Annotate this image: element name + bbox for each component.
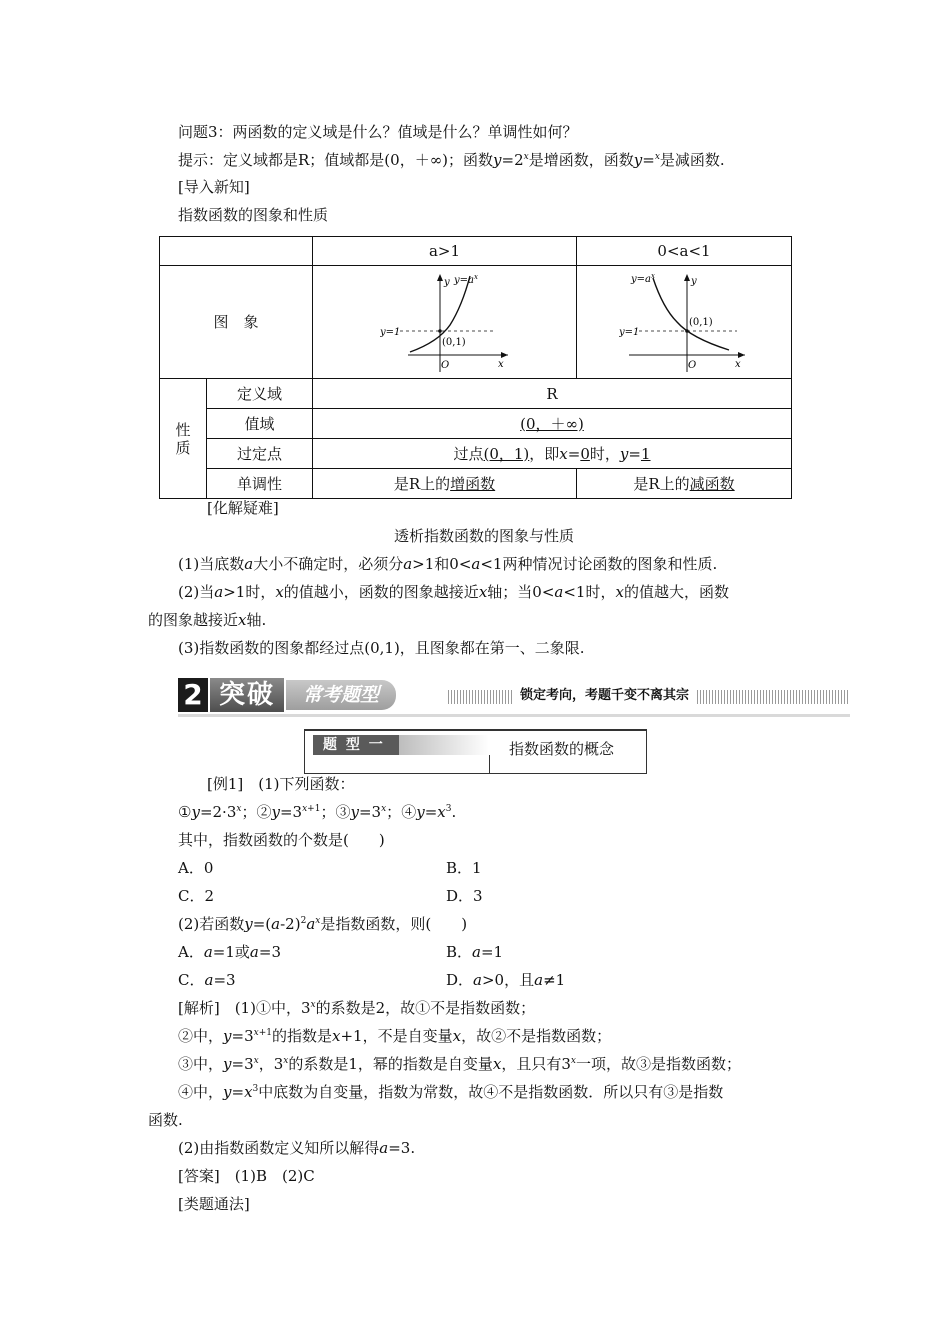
q2b-end: =1 <box>480 943 504 961</box>
x-axis-label: x <box>497 358 504 370</box>
fixed-pre: 过点 <box>453 444 484 463</box>
q2a-end: =3 <box>258 943 281 961</box>
banner-slogan: 锁定考向，考题千变不离其宗 <box>514 684 695 708</box>
point-0-1 <box>438 329 442 333</box>
property-row-label <box>160 379 207 499</box>
func-d: ④ <box>401 803 417 821</box>
table-subtitle: 指数函数的图象和性质 <box>178 206 329 224</box>
solution-l3: ③中，$y=3^x$，3$^x$的系数是1，幂的指数是自变量x，且只有3$^x$一项，故③是指数函数； <box>178 1055 741 1073</box>
mono-dec: 减函数 <box>689 474 735 493</box>
curve-label-exp: x <box>651 271 655 280</box>
hint-part: 是减函数. <box>659 151 725 169</box>
p1-b: 大小不确定时，必须分 <box>253 555 404 573</box>
question-type-tag: 题 型 一 <box>313 735 409 755</box>
sol-l2-b: 的指数是 <box>271 1027 332 1045</box>
x-arrow <box>738 352 745 358</box>
example-head: [例1] (1)下列函数： <box>207 775 355 793</box>
example-q2: (2)若函数$y=(a-2)^2a^x$是指数函数，则( ) <box>178 915 468 933</box>
prop-label-1: 性 <box>175 420 191 439</box>
origin-label: O <box>688 359 697 371</box>
graph-row-label: 图 象 <box>160 266 313 379</box>
hint-part: 提示：定义域都是R；值域都是(0，＋∞)；函数 <box>178 151 494 169</box>
func-a: ① <box>178 803 192 821</box>
question-3: 问题3：两函数的定义域是什么？值域是什么？单调性如何？ <box>178 123 578 141</box>
analysis-p2-cont: 的图象越接近x轴. <box>148 611 267 629</box>
sol-l4-b: 中底数为自变量，指数为常数，故④不是指数函数．所以只有③是指数 <box>258 1083 724 1101</box>
graph-decreasing-cell <box>577 266 792 379</box>
p2-c: 的值越小，函数的图象越接近 <box>283 583 479 601</box>
fixed-mid2: 时， <box>589 444 620 463</box>
sol-l4-a: ④中， <box>178 1083 224 1101</box>
hint-line: 提示：定义域都是R；值域都是(0，＋∞)；函数$y=2^x$是增函数，函数y=$^x$是减函数. <box>178 151 725 169</box>
fixed-point-value: 过点(0，1)，即x=0时，y=1 <box>313 439 792 469</box>
header-a-lt-1: 0<a<1 <box>577 237 792 266</box>
monotonicity-increasing <box>313 469 577 499</box>
q2c-pre: C． <box>178 971 205 989</box>
sol-l3-c: 的系数是1，幂的指数是自变量 <box>288 1055 493 1073</box>
q2-option-d: D．a>0，且a≠1 <box>446 971 566 989</box>
y-axis-label: y <box>443 276 450 288</box>
sol-l5-b: =3. <box>388 1139 416 1157</box>
fixed-point-label: 过定点 <box>207 439 313 469</box>
p2-line2-end: 轴. <box>246 611 267 629</box>
option-a: A．0 <box>178 859 214 877</box>
point-0-1 <box>685 329 689 333</box>
mono-pre: 是R上的 <box>393 474 451 493</box>
curve-label-base: y=a <box>453 274 474 286</box>
q2-option-c: C．a=3 <box>178 971 236 989</box>
exponential-property-table <box>159 236 792 499</box>
sol-l2-d: ，故②不是指数函数； <box>461 1027 612 1045</box>
fixed-point: (0，1) <box>483 444 530 463</box>
graph-increasing-cell <box>313 266 577 379</box>
q2d-end: ≠1 <box>543 971 566 989</box>
curve-label-base: y=a <box>631 273 651 285</box>
answer-line: [答案] (1)B (2)C <box>178 1167 315 1185</box>
section-banner <box>178 670 850 720</box>
domain-value: R <box>313 379 792 409</box>
q2c-end: =3 <box>213 971 236 989</box>
q2-post: 是指数函数，则( ) <box>320 915 468 933</box>
y-arrow <box>437 274 443 281</box>
example-ask: 其中，指数函数的个数是( ) <box>178 831 385 849</box>
q2-option-b: B．a=1 <box>446 943 504 961</box>
header-a-gt-1: a>1 <box>313 237 577 266</box>
option-d: D．3 <box>446 887 483 905</box>
analysis-p3: (3)指数函数的图象都经过点(0,1)，且图象都在第一、二象限. <box>178 639 585 657</box>
p1-c: >1和0< <box>412 555 472 573</box>
question-type-title: 指数函数的概念 <box>509 740 615 758</box>
fixed-mid: ，即 <box>529 444 560 463</box>
y-arrow <box>684 274 690 281</box>
sol-l2-a: ②中， <box>178 1027 224 1045</box>
sol-l3-d: ，且只有3 <box>501 1055 571 1073</box>
option-b: B．1 <box>446 859 482 877</box>
sol-l5-a: (2)由指数函数定义知所以解得 <box>178 1139 380 1157</box>
solution-l4: ④中，$y=x^3$中底数为自变量，指数为常数，故④不是指数函数．所以只有③是指数 <box>178 1083 724 1101</box>
banner-subtitle: 常考题型 <box>286 680 396 710</box>
y-equals-1-label: y=1 <box>379 326 400 338</box>
x-arrow <box>501 352 508 358</box>
solution-l5: (2)由指数函数定义知所以解得a=3. <box>178 1139 416 1157</box>
q2b-pre: B． <box>446 943 473 961</box>
func-b: ② <box>256 803 272 821</box>
p2-f: 的值越大，函数 <box>623 583 729 601</box>
sol-l2-c: +1，不是自变量 <box>340 1027 453 1045</box>
solution-l1: [解析] (1)①中，3$^x$的系数是2，故①不是指数函数； <box>178 999 536 1017</box>
banner-title: 突破 <box>210 678 284 712</box>
mono-inc: 增函数 <box>450 474 496 493</box>
origin-label: O <box>440 359 449 371</box>
fixed-y1: 1 <box>640 444 651 463</box>
curve-label <box>453 273 478 286</box>
graph-increasing <box>380 270 510 375</box>
y-axis-label: y <box>691 275 697 287</box>
question-type-box <box>304 729 647 774</box>
solution-l4-cont: 函数. <box>148 1111 183 1129</box>
banner-baseline <box>178 714 850 717</box>
analysis-p2: (2)当a>1时，x的值越小，函数的图象越接近x轴；当0<a<1时，x的值越大，函数 <box>178 583 729 601</box>
p2-line2: 的图象越接近 <box>148 611 239 629</box>
func-c: ③ <box>335 803 351 821</box>
sol-l3-b: 3 <box>273 1055 284 1073</box>
q2a-pre: A． <box>178 943 204 961</box>
hint-part: 是增函数，函数 <box>528 151 634 169</box>
point-label: (0,1) <box>689 316 713 328</box>
q2d-pre: D． <box>446 971 474 989</box>
monotonicity-label: 单调性 <box>207 469 313 499</box>
p2-e: <1时， <box>563 583 616 601</box>
curve-label <box>630 272 655 285</box>
q2a-mid: =1或 <box>212 943 250 961</box>
domain-label: 定义域 <box>207 379 313 409</box>
x-axis-label: x <box>735 358 741 370</box>
point-label: (0,1) <box>441 336 466 348</box>
analysis-heading: [化解疑难] <box>207 499 279 517</box>
method-heading: [类题通法] <box>178 1195 250 1213</box>
p2-b: >1时， <box>223 583 276 601</box>
q2-pre: (2)若函数 <box>178 915 245 933</box>
range-value-text: (0，＋∞) <box>520 414 584 433</box>
q2d-mid: >0，且 <box>481 971 535 989</box>
sol-l1-b: 的系数是2，故①不是指数函数； <box>315 999 536 1017</box>
analysis-p1: (1)当底数a大小不确定时，必须分a>1和0<a<1两种情况讨论函数的图象和性质. <box>178 555 718 573</box>
option-c: C．2 <box>178 887 215 905</box>
prop-label-2: 质 <box>175 438 191 457</box>
question-type-divider <box>489 755 490 773</box>
p2-a: (2)当 <box>178 583 215 601</box>
p1-d: <1两种情况讨论函数的图象和性质. <box>480 555 718 573</box>
mono-pre: 是R上的 <box>633 474 690 493</box>
graph-decreasing <box>619 270 749 375</box>
range-label: 值域 <box>207 409 313 439</box>
sol-l1-a: [解析] (1)①中，3 <box>178 999 311 1017</box>
sol-l3-a: ③中， <box>178 1055 224 1073</box>
curve-label-exp: x <box>473 272 478 281</box>
q2-option-a: A．a=1或a=3 <box>178 943 281 961</box>
decreasing-curve <box>653 275 729 350</box>
example-functions: $①y=2\cdot 3^x$；$②y=3^{x+1}$；$③y=3^x$；$④y=x^3$. <box>178 803 457 821</box>
banner-number: 2 <box>178 678 208 712</box>
new-knowledge-heading: [导入新知] <box>178 178 250 196</box>
fixed-x0: 0 <box>580 444 590 463</box>
y-equals-1-label: y=1 <box>619 326 640 338</box>
analysis-title: 透析指数函数的图象与性质 <box>394 527 575 545</box>
sol-l3-e: 一项，故③是指数函数； <box>575 1055 741 1073</box>
monotonicity-decreasing <box>577 469 792 499</box>
p2-d: 轴；当0< <box>487 583 555 601</box>
question-type-fade <box>399 735 489 755</box>
solution-l2: ②中，$y=3^{x+1}$的指数是x+1，不是自变量x，故②不是指数函数； <box>178 1027 612 1045</box>
range-value <box>313 409 792 439</box>
p1-a: (1)当底数 <box>178 555 245 573</box>
header-empty-cell <box>160 237 313 266</box>
